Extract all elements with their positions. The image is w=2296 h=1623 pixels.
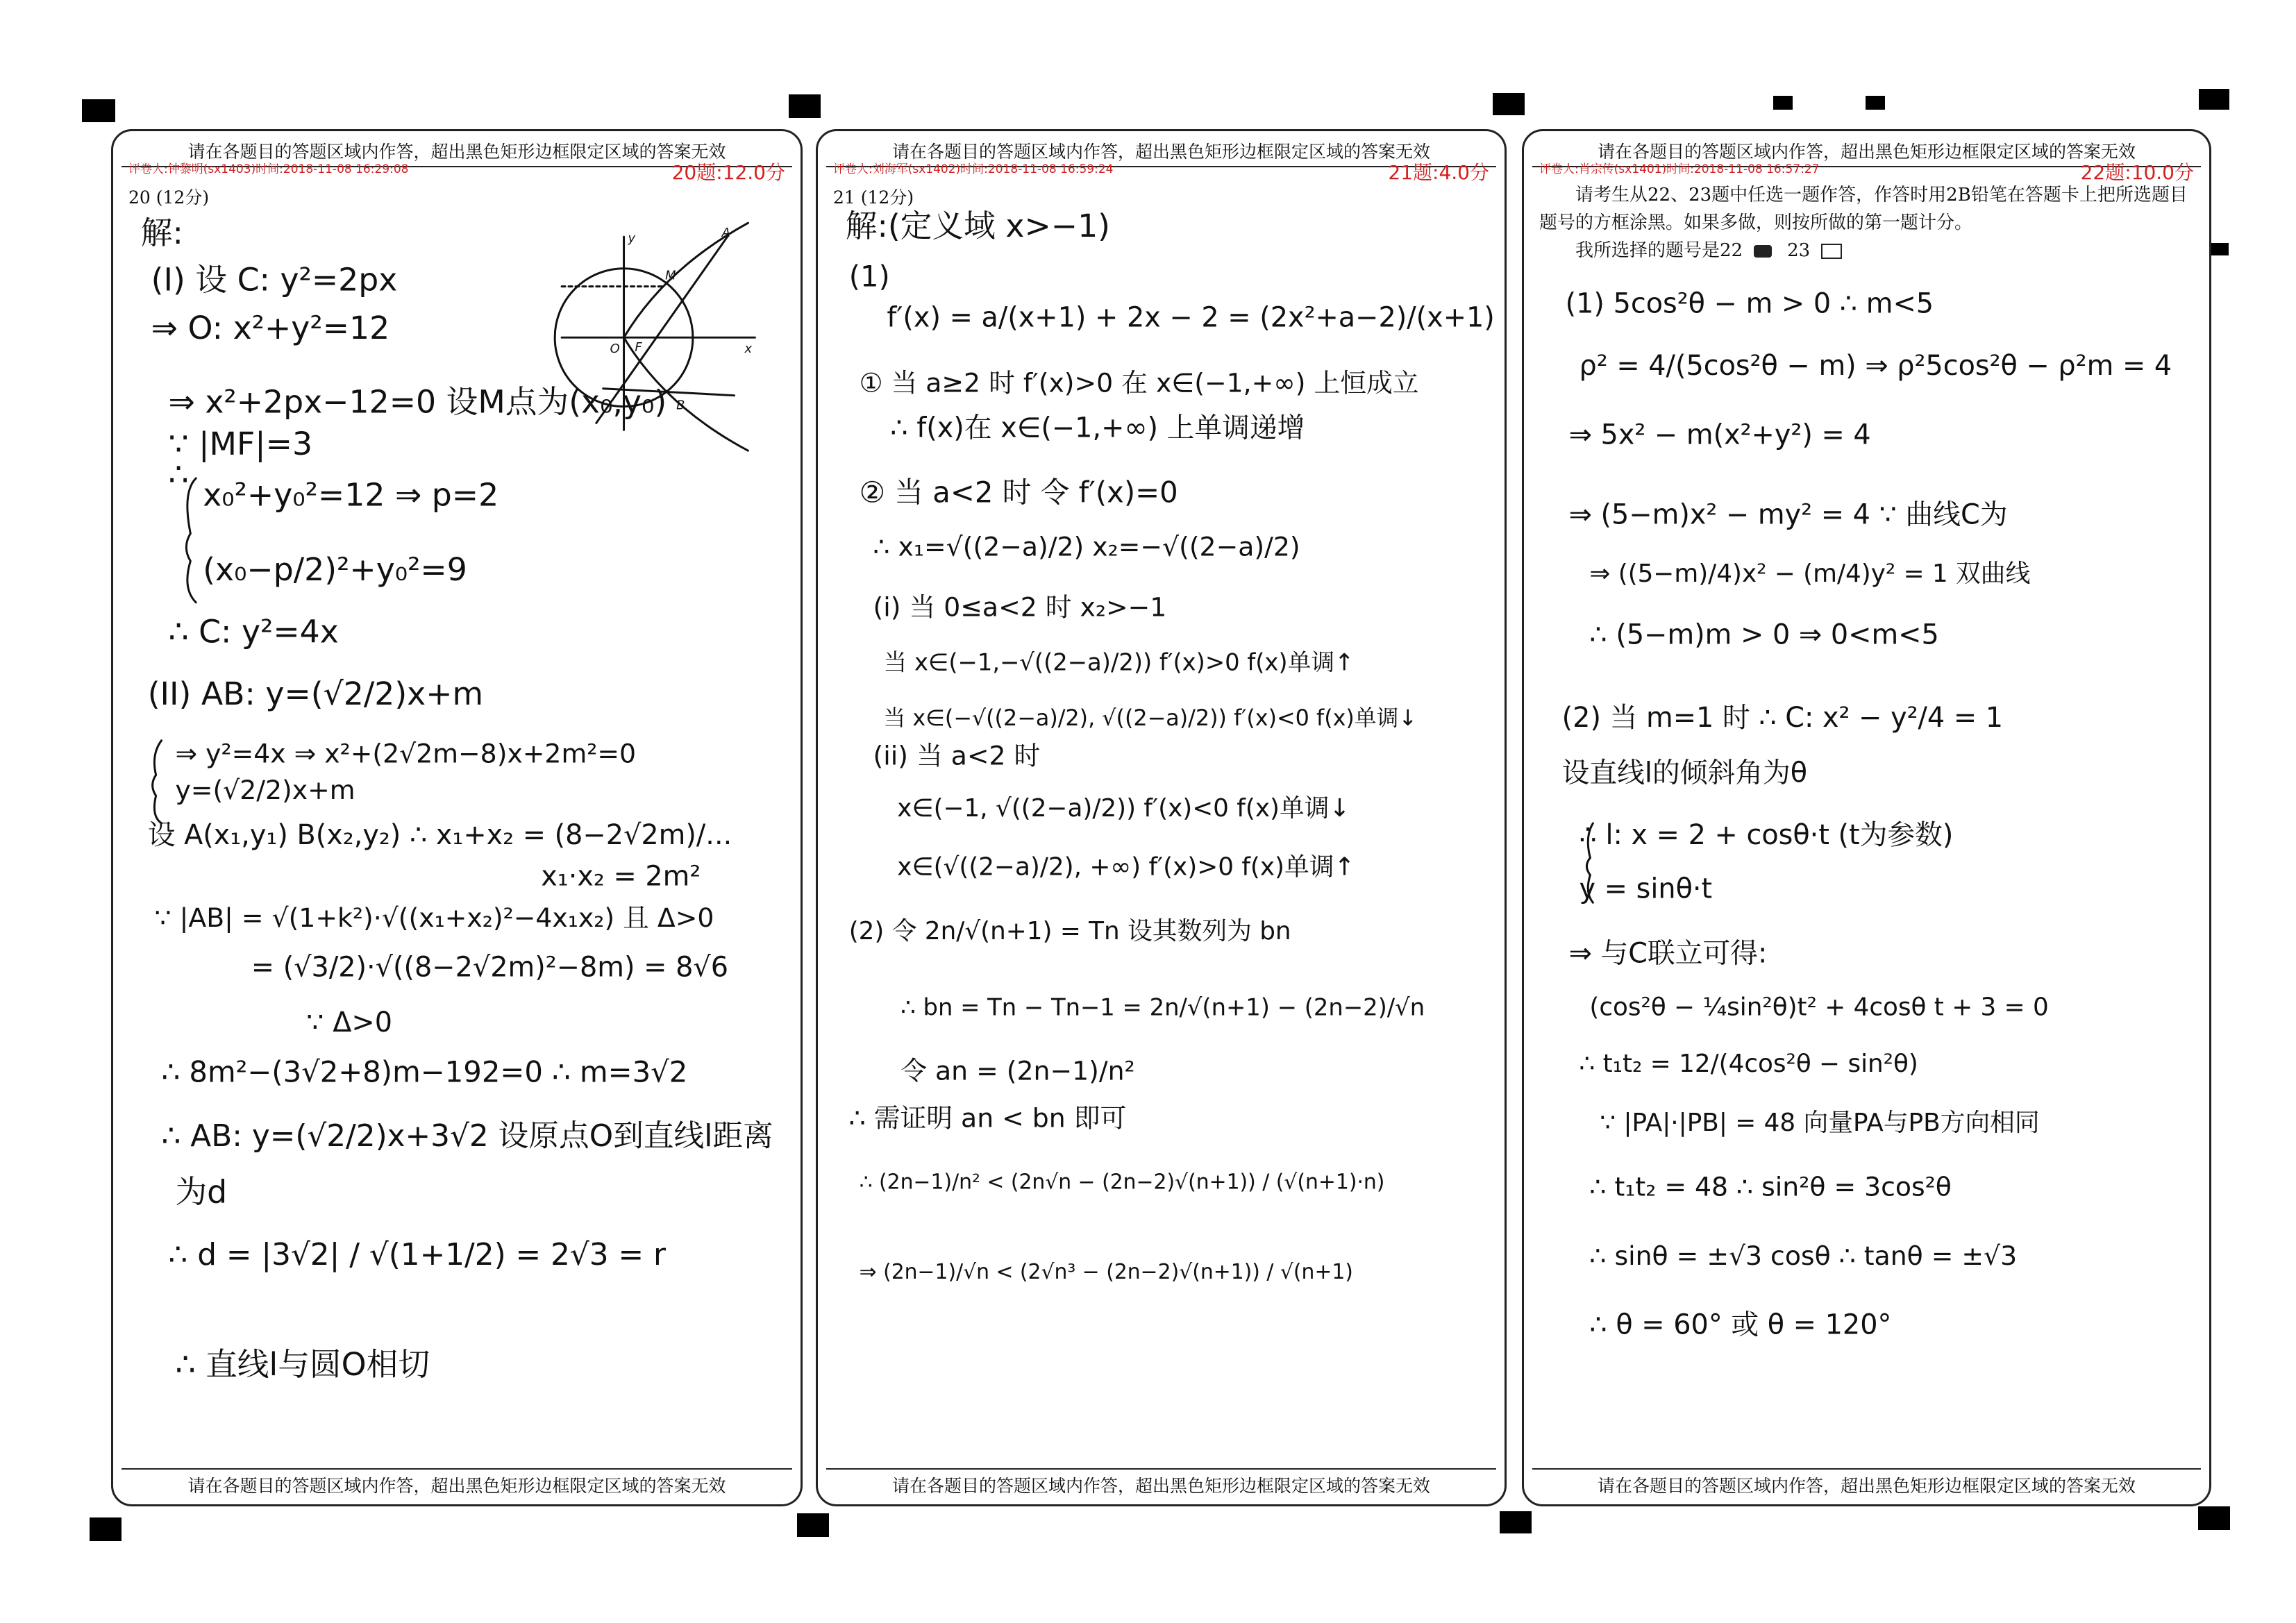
solution-line: (2) 令 2n/√(n+1) = Tn 设其数列为 bn bbox=[848, 916, 1291, 945]
solution-line: (1) bbox=[848, 259, 890, 294]
figure-label: F bbox=[635, 340, 642, 355]
solution-line: (I) 设 C: y²=2px bbox=[151, 261, 398, 298]
solution-line: ∴ x₁=√((2−a)/2) x₂=−√((2−a)/2) bbox=[873, 531, 1300, 562]
solution-line: ∴ bn = Tn − Tn−1 = 2n/√(n+1) − (2n−2)/√n bbox=[900, 993, 1425, 1021]
boundary-notice: 请在各题目的答题区域内作答，超出黑色矩形边框限定区域的答案无效 bbox=[187, 1476, 726, 1496]
registration-mark bbox=[789, 94, 821, 118]
solution-line: ∵ |MF|=3 bbox=[168, 426, 313, 463]
boundary-notice: 请在各题目的答题区域内作答，超出黑色矩形边框限定区域的答案无效 bbox=[187, 142, 726, 162]
registration-mark bbox=[1493, 93, 1525, 115]
registration-mark bbox=[1773, 96, 1793, 110]
solution-line: ρ² = 4/(5cos²θ − m) ⇒ ρ²5cos²θ − ρ²m = 4 bbox=[1579, 349, 2172, 382]
question-number: 21 (12分) bbox=[833, 187, 914, 208]
solution-line: ∵ |PA|·|PB| = 48 向量PA与PB方向相同 bbox=[1600, 1109, 2040, 1138]
registration-mark bbox=[2211, 243, 2229, 255]
solution-line: 为d bbox=[175, 1173, 228, 1211]
question-number: 20 (12分) bbox=[128, 187, 210, 208]
solution-line: ① 当 a≥2 时 f′(x)>0 在 x∈(−1,+∞) 上恒成立 bbox=[859, 367, 1419, 398]
score-stamp: 20题:12.0分 bbox=[671, 161, 785, 184]
answer-panel-22 bbox=[1522, 129, 2211, 1506]
solution-line: ∴ t₁t₂ = 48 ∴ sin²θ = 3cos²θ bbox=[1589, 1171, 1952, 1202]
solution-line: ∴ f(x)在 x∈(−1,+∞) 上单调递增 bbox=[890, 412, 1305, 444]
solution-line: ∴ sinθ = ±√3 cosθ ∴ tanθ = ±√3 bbox=[1589, 1241, 2018, 1272]
registration-mark bbox=[1866, 96, 1885, 110]
figure-label: M bbox=[665, 268, 676, 283]
solution-line: 设直线l的倾斜角为θ bbox=[1561, 757, 1808, 789]
solution-line: 当 x∈(−√((2−a)/2), √((2−a)/2)) f′(x)<0 f(x)单调↓ bbox=[883, 705, 1418, 731]
solution-line: x₁·x₂ = 2m² bbox=[541, 860, 701, 893]
solution-line: (i) 当 0≤a<2 时 x₂>−1 bbox=[873, 591, 1167, 623]
boundary-notice: 请在各题目的答题区域内作答，超出黑色矩形边框限定区域的答案无效 bbox=[1597, 1476, 2136, 1496]
solution-line: x∈(−1, √((2−a)/2)) f′(x)<0 f(x)单调↓ bbox=[897, 794, 1350, 823]
solution-line: ∵ Δ>0 bbox=[306, 1007, 393, 1039]
solution-line: ∴ 直线l与圆O相切 bbox=[175, 1346, 430, 1384]
solution-line: 当 x∈(−1,−√((2−a)/2)) f′(x)>0 f(x)单调↑ bbox=[883, 648, 1355, 676]
solution-line: (cos²θ − ¼sin²θ)t² + 4cosθ t + 3 = 0 bbox=[1589, 993, 2049, 1022]
solution-line: ⇒ 与C联立可得: bbox=[1568, 937, 1768, 970]
solution-line: x∈(√((2−a)/2), +∞) f′(x)>0 f(x)单调↑ bbox=[897, 852, 1355, 882]
answer-panel-20 bbox=[111, 129, 803, 1506]
choice-label-alt: 23 bbox=[1787, 240, 1811, 261]
solution-line: ⇒ (2n−1)/√n < (2√n³ − (2n−2)√(n+1)) / √(n+1) bbox=[859, 1259, 1353, 1284]
solution-line: ⇒ (5−m)x² − my² = 4 ∵ 曲线C为 bbox=[1568, 498, 2008, 531]
figure-label: O bbox=[610, 342, 620, 357]
figure-label: B bbox=[676, 398, 685, 413]
solution-line: ⇒ 5x² − m(x²+y²) = 4 bbox=[1568, 419, 1871, 451]
solution-line: x₀²+y₀²=12 ⇒ p=2 bbox=[203, 476, 499, 514]
solution-line: ∵ |AB| = √(1+k²)·√((x₁+x₂)²−4x₁x₂) 且 Δ>0 bbox=[154, 902, 714, 934]
registration-mark bbox=[82, 99, 115, 122]
solution-line: 解:(定义域 x>−1) bbox=[845, 208, 1111, 245]
solution-line: y = sinθ·t bbox=[1579, 873, 1713, 905]
solution-line: ∴ θ = 60° 或 θ = 120° bbox=[1589, 1309, 1892, 1341]
handwritten-solution bbox=[113, 131, 801, 1504]
solution-line: ∴ bbox=[168, 455, 189, 493]
solution-line: 令 an = (2n−1)/n² bbox=[900, 1055, 1135, 1086]
solution-line: (1) 5cos²θ − m > 0 ∴ m<5 bbox=[1565, 287, 1934, 320]
solution-line: ⇒ x²+2px−12=0 设M点为(x₀,y₀) bbox=[168, 383, 667, 421]
grader-stamp: 评卷人:肖宗传(sx1401)时间:2018-11-08 16:57:27 bbox=[1539, 162, 1820, 176]
solution-line: = (√3/2)·√((8−2√2m)²−8m) = 8√6 bbox=[251, 951, 729, 984]
solution-line: (II) AB: y=(√2/2)x+m bbox=[147, 675, 484, 712]
boundary-notice: 请在各题目的答题区域内作答，超出黑色矩形边框限定区域的答案无效 bbox=[1597, 142, 2136, 162]
solution-line: (x₀−p/2)²+y₀²=9 bbox=[203, 551, 467, 589]
figure-label: x bbox=[744, 342, 753, 357]
solution-line: ∴ d = |3√2| / √(1+1/2) = 2√3 = r bbox=[168, 1237, 666, 1273]
score-stamp: 22题:10.0分 bbox=[2080, 161, 2194, 184]
solution-line: ∴ t₁t₂ = 12/(4cos²θ − sin²θ) bbox=[1579, 1049, 1918, 1078]
solution-line: 解: bbox=[140, 215, 183, 252]
solution-line: ∴ 8m²−(3√2+8)m−192=0 ∴ m=3√2 bbox=[161, 1054, 688, 1089]
registration-mark bbox=[2199, 89, 2229, 110]
solution-line: y=(√2/2)x+m bbox=[175, 775, 355, 806]
figure-label: A bbox=[721, 226, 730, 241]
solution-line: ∴ (5−m)m > 0 ⇒ 0<m<5 bbox=[1589, 619, 1939, 651]
solution-line: (2) 当 m=1 时 ∴ C: x² − y²/4 = 1 bbox=[1561, 701, 2004, 734]
solution-line: ∴ 需证明 an < bn 即可 bbox=[848, 1102, 1127, 1134]
solution-line: ⇒ y²=4x ⇒ x²+(2√2m−8)x+2m²=0 bbox=[175, 738, 637, 769]
choice-label: 我所选择的题号是22 bbox=[1575, 240, 1743, 261]
solution-line: f′(x) = a/(x+1) + 2x − 2 = (2x²+a−2)/(x+1) bbox=[887, 301, 1495, 334]
solution-line: ⇒ ((5−m)/4)x² − (m/4)y² = 1 双曲线 bbox=[1589, 560, 2031, 589]
boundary-notice: 请在各题目的答题区域内作答，超出黑色矩形边框限定区域的答案无效 bbox=[891, 142, 1430, 162]
figure-label: y bbox=[628, 231, 636, 246]
score-stamp: 21题:4.0分 bbox=[1388, 161, 1489, 184]
registration-mark bbox=[1500, 1511, 1532, 1533]
solution-line: 设 A(x₁,y₁) B(x₂,y₂) ∴ x₁+x₂ = (8−2√2m)/... bbox=[147, 818, 732, 851]
solution-line: ⇒ O: x²+y²=12 bbox=[151, 310, 390, 347]
registration-mark bbox=[2198, 1506, 2230, 1530]
solution-line: ∴ (2n−1)/n² < (2n√n − (2n−2)√(n+1)) / (√(n+1)·n) bbox=[859, 1170, 1385, 1195]
solution-line: (ii) 当 a<2 时 bbox=[873, 740, 1041, 771]
solution-line: ∴ C: y²=4x bbox=[168, 613, 339, 650]
grader-stamp: 评卷人:刘海军(sx1402)时间:2018-11-08 16:59:24 bbox=[833, 162, 1114, 176]
solution-line: ∴ l: x = 2 + cosθ·t (t为参数) bbox=[1579, 818, 1954, 851]
instructions-text: 请考生从22、23题中任选一题作答，作答时用2B铅笔在答题卡上把所选题目题号的方框涂黑。如果多做，则按所做的第一题计分。 bbox=[1539, 185, 2188, 233]
handwritten-solution bbox=[818, 131, 1505, 1504]
registration-mark bbox=[797, 1513, 829, 1537]
solution-line: ② 当 a<2 时 令 f′(x)=0 bbox=[859, 475, 1178, 510]
grader-stamp: 评卷人:钟黎明(sx1403)时间:2018-11-08 16:29:08 bbox=[128, 162, 409, 176]
answer-panel-21 bbox=[816, 129, 1507, 1506]
registration-mark bbox=[90, 1517, 121, 1541]
handwritten-solution bbox=[1524, 131, 2209, 1504]
solution-line: ∴ AB: y=(√2/2)x+3√2 设原点O到直线l距离 bbox=[161, 1118, 773, 1154]
boundary-notice: 请在各题目的答题区域内作答，超出黑色矩形边框限定区域的答案无效 bbox=[891, 1476, 1430, 1496]
